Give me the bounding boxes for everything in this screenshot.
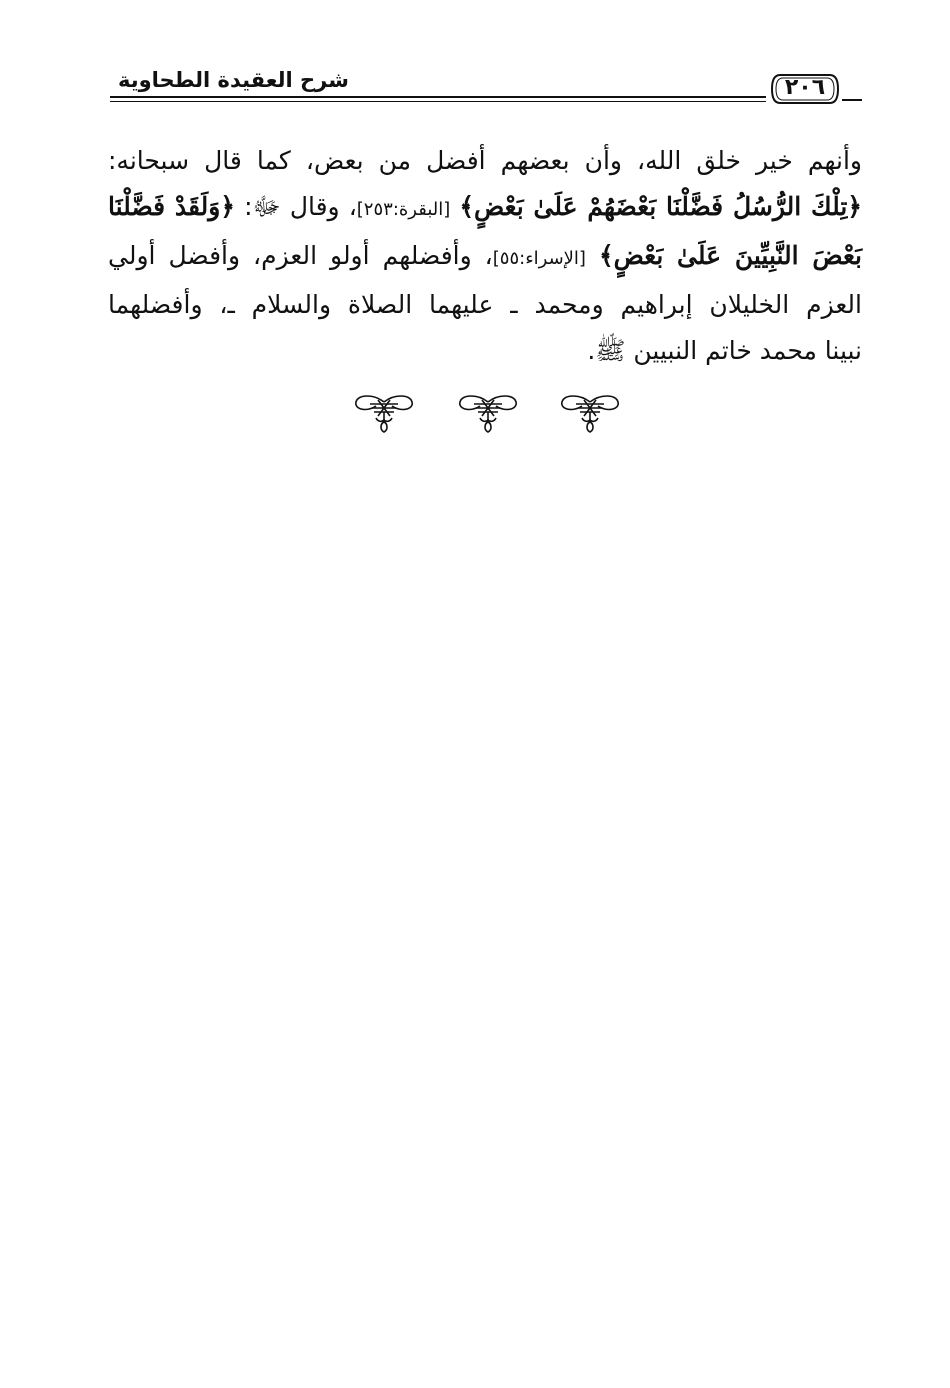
header-rule-top (110, 96, 766, 98)
quran-verse-1: ﴿تِلْكَ الرُّسُلُ فَضَّلْنَا بَعْضَهُمْ عَلَىٰ بَعْضٍ﴾ (459, 192, 862, 221)
text-line-1: وأنهم خير خلق الله، وأن بعضهم أفضل من بعض، كما قال سبحانه: (108, 146, 862, 175)
running-title: شرح العقيدة الطحاوية (118, 68, 349, 92)
body-paragraph (108, 138, 862, 374)
page-header (110, 62, 862, 110)
header-rule-stub (842, 99, 862, 101)
verse-reference-2: [الإسراء:٥٥] (492, 248, 586, 269)
page-number: ٢٠٦ (784, 75, 826, 100)
text-line-3 (108, 233, 862, 282)
fleuron-icon (350, 392, 418, 438)
text-line-5: نبينا محمد خاتم النبيين ﷺ. (587, 336, 862, 365)
text-line-2-rest: ، وقال ﷻ: (235, 192, 357, 221)
fleuron-icon (454, 392, 522, 438)
quran-verse-2-end: بَعْضَ النَّبِيِّينَ عَلَىٰ بَعْضٍ﴾ (598, 241, 863, 270)
text-line-2 (108, 184, 862, 233)
page-number-frame (770, 72, 840, 106)
text-line-4: العزم الخليلان إبراهيم ومحمد ـ عليهما الصلاة والسلام ـ، وأفضلهما (108, 290, 862, 319)
header-rule-bottom (110, 101, 766, 102)
text-line-3-rest: ، وأفضلهم أولو العزم، وأفضل أولي (108, 241, 493, 270)
verse-reference-1: [البقرة:٢٥٣] (356, 199, 451, 220)
quran-verse-2-start: ﴿وَلَقَدْ فَضَّلْنَا (108, 192, 236, 221)
section-end-ornaments (350, 392, 626, 442)
fleuron-icon (556, 392, 624, 438)
